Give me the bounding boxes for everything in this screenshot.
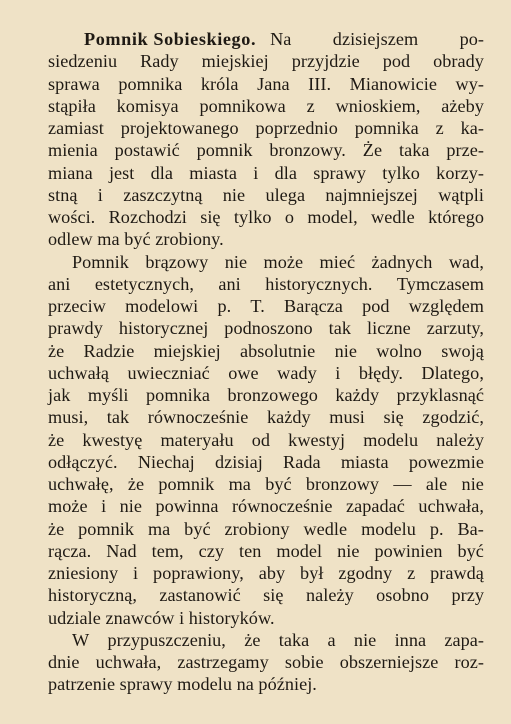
- article-line: [48, 28, 484, 50]
- article-line: [48, 340, 484, 362]
- article-line: [48, 317, 484, 339]
- article-line-text: stną i zaszczytną nie ulega najmniejszej wątpli: [48, 184, 484, 205]
- article-line-text: uchwałę, że pomnik ma być bronzowy — ale nie: [48, 474, 484, 494]
- article-line-text: zniesiony i poprawiony, aby był zgodny z prawdą: [48, 563, 484, 583]
- article-line: [48, 584, 484, 606]
- article-line: [48, 562, 484, 584]
- article-line-text: przeciw modelowi p. T. Barącza pod względem: [48, 296, 484, 316]
- article-line: [48, 384, 484, 406]
- article-line: [48, 629, 484, 651]
- article-line-text: stąpiła komisya pomnikowa z wnioskiem, ażeby: [48, 95, 484, 116]
- article-line: [48, 73, 484, 95]
- article-line-text: odlew ma być zrobiony.: [48, 229, 224, 250]
- article-line-text: W przypuszczeniu, że taka a nie inna zapa-: [72, 629, 484, 650]
- article-line: [48, 273, 484, 295]
- article-line-text: Pomnik brązowy nie może mieć żadnych wad,: [72, 251, 484, 272]
- article-line-text: historyczną, zastanowić się należy osobno przy: [48, 585, 484, 606]
- article-line: [48, 673, 484, 695]
- article-line: [48, 162, 484, 184]
- article-line: [48, 518, 484, 540]
- article-line: [48, 607, 484, 629]
- article-line: [48, 50, 484, 72]
- article-line: [48, 495, 484, 517]
- article-line-text: uchwałą uwieczniać owe wady i błędy. Dlatego,: [48, 362, 484, 383]
- article-line-text: wości. Rozchodzi się tylko o model, wedle którego: [48, 207, 484, 227]
- article-line: [48, 251, 484, 273]
- article-line-text: odłączyć. Niechaj dzisiaj Rada miasta powezmie: [48, 451, 484, 472]
- article-line: [48, 206, 484, 228]
- article-line-text: jak myśli pomnika bronzowego każdy przyklasnąć: [48, 385, 484, 405]
- article-line-text: udziale znawców i historyków.: [48, 607, 275, 628]
- article-line-text: że kwestyę materyału od kwestyj modelu należy: [48, 429, 484, 450]
- article-line-text: Na dzisiejszem po-: [270, 29, 484, 49]
- article-line: [48, 95, 484, 117]
- article-line: [48, 362, 484, 384]
- article-line: [48, 540, 484, 562]
- article-line-text: może i nie powinna równocześnie zapadać uchwała,: [48, 496, 484, 517]
- article-line: [48, 473, 484, 495]
- article-line: [48, 228, 484, 250]
- article-line: [48, 651, 484, 673]
- article-line-text: rącza. Nad tem, czy ten model nie powinien być: [48, 540, 484, 561]
- article-line-text: że pomnik ma być zrobiony wedle modelu p. Ba-: [48, 518, 484, 539]
- article-line: [48, 429, 484, 451]
- article-line: [48, 117, 484, 139]
- article-line-text: miana jest dla miasta i dla sprawy tylko korzy-: [48, 162, 484, 183]
- article-line-text: siedzeniu Rady miejskiej przyjdzie pod obrady: [48, 51, 484, 72]
- article-pomnik-sobieskiego: [48, 28, 484, 696]
- article-line: [48, 406, 484, 428]
- article-line: [48, 295, 484, 317]
- article-line-text: ani estetycznych, ani historycznych. Tymczasem: [48, 273, 484, 294]
- article-line-text: zamiast projektowanego poprzednio pomnika z ka-: [48, 118, 484, 138]
- article-line: [48, 139, 484, 161]
- article-line-text: musi, tak równocześnie każdy musi się zgodzić,: [48, 407, 484, 428]
- article-line-text: dnie uchwała, zastrzegamy sobie obszerniejsze roz-: [48, 652, 484, 672]
- article-line: [48, 451, 484, 473]
- article-line-text: że Radzie miejskiej absolutnie nie wolno swoją: [48, 340, 484, 361]
- article-line-text: mienia postawić pomnik bronzowy. Że taka prze-: [48, 140, 484, 161]
- article-line-text: prawdy historycznej podnoszono tak liczne zarzuty,: [48, 318, 484, 339]
- article-line-text: sprawa pomnika króla Jana III. Mianowicie wy-: [48, 73, 484, 94]
- article-heading: Pomnik Sobieskiego.: [84, 29, 257, 49]
- article-line: [48, 184, 484, 206]
- article-line-text: patrzenie sprawy modelu na później.: [48, 674, 317, 695]
